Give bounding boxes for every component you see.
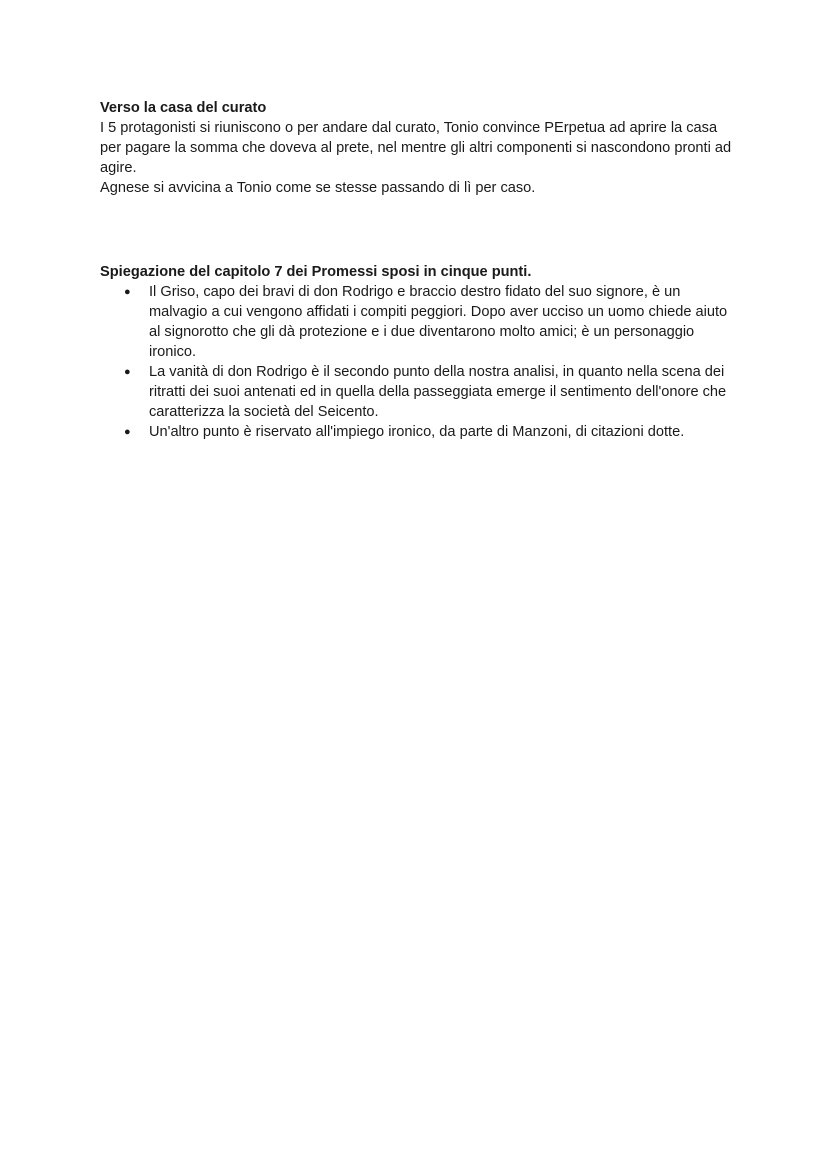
section-capitolo-7 [100,262,740,442]
section-curato [100,98,740,198]
list-item [100,422,740,442]
bullet-list [100,282,740,442]
list-item-text: Un'altro punto è riservato all'impiego ironico, da parte di Manzoni, di citazioni dotte. [149,424,685,440]
bullet-icon: ● [124,286,131,298]
section-heading: Verso la casa del curato [100,100,267,116]
bullet-icon: ● [124,426,131,438]
list-item [100,282,740,362]
list-item-text: La vanità di don Rodrigo è il secondo punto della nostra analisi, in quanto nella scena dei ritratti dei suoi antenati ed in quella della passeggiata emerge il sentimento dell'onore che caratterizza la società del Seicento. [149,364,727,420]
paragraph: Agnese si avvicina a Tonio come se stesse passando di lì per caso. [100,180,536,196]
list-item [100,362,740,422]
bullet-icon: ● [124,366,131,378]
section-heading: Spiegazione del capitolo 7 dei Promessi sposi in cinque punti. [100,264,532,280]
paragraph: I 5 protagonisti si riuniscono o per andare dal curato, Tonio convince PErpetua ad aprire la casa per pagare la somma che doveva al prete, nel mentre gli altri componenti si nascondono pronti ad agire. [100,120,732,176]
list-item-text: Il Griso, capo dei bravi di don Rodrigo e braccio destro fidato del suo signore, è un malvagio a cui vengono affidati i compiti peggiori. Dopo aver ucciso un uomo chiede aiuto al signorotto che gli dà protezione e i due diventarono molto amici; è un personaggio ironico. [149,284,728,360]
document-body [100,98,740,442]
